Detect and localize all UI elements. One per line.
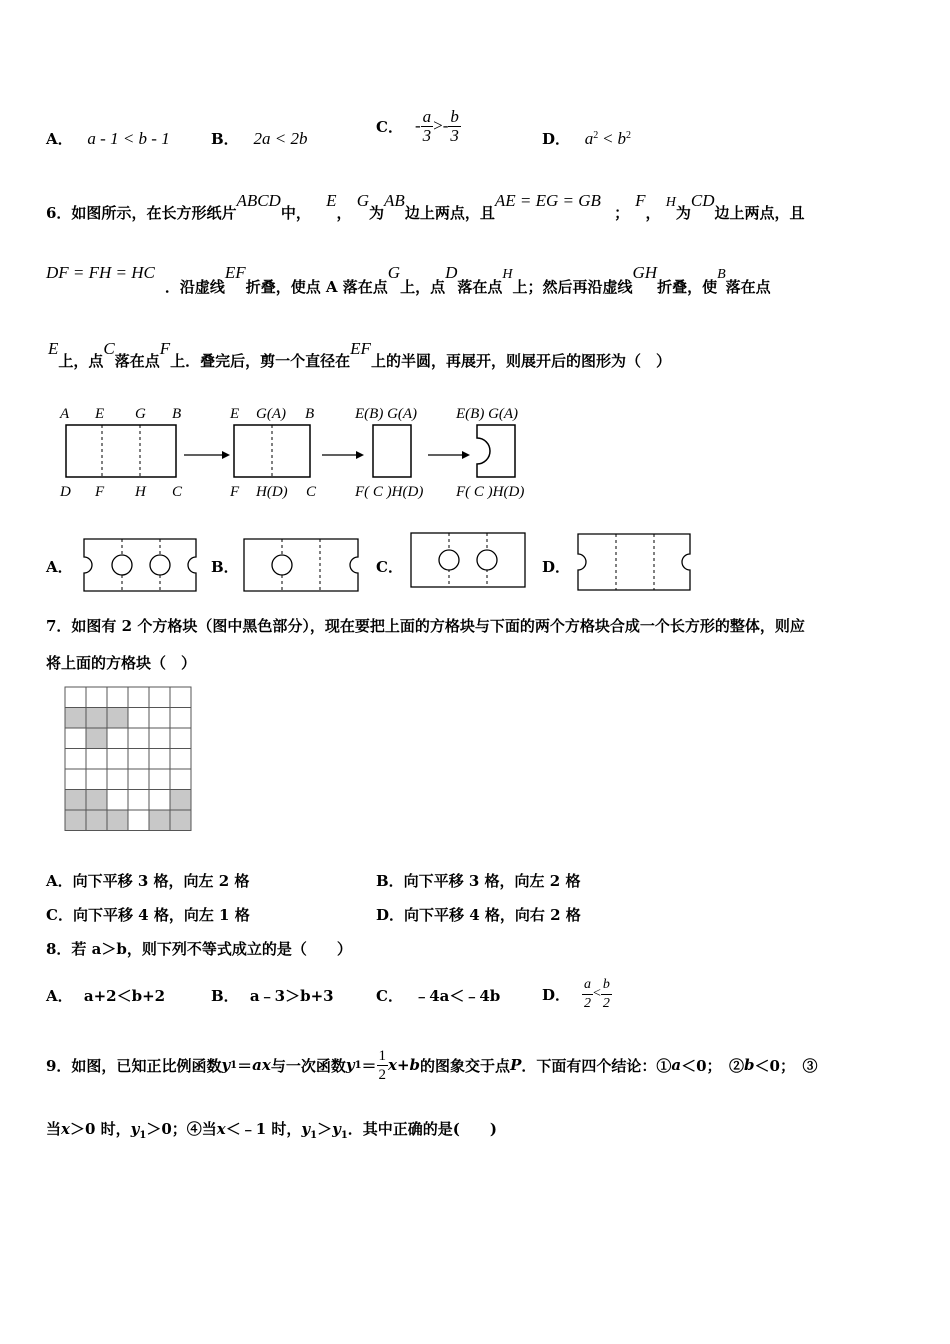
label-d: D	[60, 484, 71, 500]
grid-cell	[149, 790, 170, 811]
q6-option-c-label[interactable]: C．	[376, 558, 403, 576]
label-eb-ga: E(B) G(A)	[355, 406, 418, 422]
less-than-sign: <	[603, 129, 613, 148]
base-b: b	[617, 129, 626, 148]
rectangle-abcd	[66, 425, 176, 477]
grid-cell	[170, 769, 191, 790]
grid-cell	[65, 728, 86, 749]
option-label: B．	[211, 130, 239, 148]
less-than-sign: <	[593, 986, 601, 1001]
arrow-2-head	[356, 451, 364, 459]
label-c: C	[306, 484, 317, 500]
q5-option-c[interactable]	[376, 104, 461, 148]
grid-cell	[128, 769, 149, 790]
grid-cell	[128, 810, 149, 831]
option-text: ﹣4a＜﹣4b	[414, 987, 501, 1005]
folding-diagram	[50, 398, 560, 508]
q6-line-2: DF = FH = HC．沿虚线EF折叠，使点 A 落在点G上，点D落在点H上；然后再沿虚线GH折叠，使B落在点	[46, 263, 771, 296]
minus-sign: -	[414, 116, 421, 135]
grid-cell	[149, 749, 170, 770]
q9-stem-line-2: 当x＞0 时，$y_1>0$；④当x＜﹣1 时，$y_1>y_1$．其中正确的是( )	[46, 1120, 497, 1141]
grid-cell	[107, 769, 128, 790]
q7-stem-line-2: 将上面的方格块（ ）	[46, 654, 197, 672]
folded-rectangle-2	[373, 425, 411, 477]
grid-cell	[149, 769, 170, 790]
fraction-b-over-2: $\frac{b}{2}$	[602, 976, 610, 1011]
fraction-a-over-3: $\frac{a}{3}$	[422, 106, 432, 145]
q9-stem-line-1: 9．如图，已知正比例函数 y 1 ＝ ax 与一次函数 y 1 ＝ $\frac{1}{2}$ x+b 的图象交于点 P ．下面有四个结论：① a ＜0； ② b ＜0； ③	[46, 1047, 818, 1083]
grid-cell-shaded	[149, 810, 170, 831]
q7-option-b[interactable]: B．向下平移 3 格，向左 2 格	[376, 872, 581, 890]
option-label: A．	[46, 987, 73, 1005]
label-eb-ga: E(B) G(A)	[456, 406, 519, 422]
q6-option-c-figure[interactable]	[408, 530, 528, 590]
label-c: C	[172, 484, 183, 500]
label-f: F	[95, 484, 105, 500]
q8-option-c[interactable]	[376, 985, 500, 1006]
q8-option-d[interactable]	[542, 972, 612, 1016]
grid-cell	[107, 687, 128, 708]
arrow-1-head	[222, 451, 230, 459]
label-e: E	[230, 406, 240, 422]
grid-cell	[149, 687, 170, 708]
base-a: a	[584, 129, 594, 148]
grid-cell	[86, 769, 107, 790]
grid-cell	[128, 687, 149, 708]
option-label: C．	[376, 117, 403, 136]
q8-option-b[interactable]	[211, 985, 334, 1006]
grid-cell	[65, 687, 86, 708]
grid-cell	[128, 728, 149, 749]
option-label: C．	[376, 987, 403, 1005]
cut-semicircle-shape	[477, 425, 515, 477]
grid-cell	[170, 708, 191, 729]
grid-cell	[128, 749, 149, 770]
q5-option-a[interactable]	[46, 128, 170, 149]
q7-option-c[interactable]: C．向下平移 4 格，向左 1 格	[46, 906, 250, 924]
option-text: a﹣3＞b+3	[249, 987, 334, 1005]
option-text: a+2＜b+2	[83, 987, 166, 1005]
grid-cell	[86, 687, 107, 708]
grid-cell	[65, 769, 86, 790]
q6-option-d-label[interactable]: D．	[542, 558, 571, 576]
q7-option-d[interactable]: D．向下平移 4 格，向右 2 格	[376, 906, 581, 924]
grid-cell	[107, 790, 128, 811]
grid-cell	[107, 749, 128, 770]
q5-option-b[interactable]	[211, 128, 307, 149]
option-label: B．	[211, 987, 239, 1005]
grid-cell	[170, 687, 191, 708]
grid-cell-shaded	[65, 790, 86, 811]
label-b: B	[305, 406, 315, 422]
q6-option-b-figure[interactable]	[240, 535, 364, 595]
option-label: D．	[542, 985, 571, 1004]
label-b: B	[172, 406, 182, 422]
grid-figure	[62, 684, 194, 834]
label-a: A	[60, 406, 70, 422]
grid-cell	[170, 728, 191, 749]
grid-cell-shaded	[107, 810, 128, 831]
label-fc-hd: F( C )H(D)	[355, 484, 424, 500]
arrow-3-head	[462, 451, 470, 459]
option-expression: a - 1 < b - 1	[87, 129, 170, 148]
option-label: D．	[542, 130, 571, 148]
minus-sign: -	[442, 116, 449, 135]
grid-cell-shaded	[86, 728, 107, 749]
grid-cell	[128, 708, 149, 729]
label-h: H	[135, 484, 146, 500]
label-g: G	[135, 406, 146, 422]
greater-than-sign: >	[433, 116, 443, 135]
q6-line-1: 6．如图所示，在长方形纸片ABCD中， E， G为AB边上两点，且AE = EG = GB ；F， H为CD边上两点，且	[46, 191, 805, 222]
q6-option-a-figure[interactable]	[78, 535, 202, 595]
grid-cell-shaded	[86, 810, 107, 831]
q6-line-3: E上，点C落在点F上．叠完后，剪一个直径在EF上的半圆，再展开，则展开后的图形为（ ）	[48, 339, 671, 370]
grid-cell	[86, 749, 107, 770]
q6-option-b-label[interactable]: B．	[211, 558, 239, 576]
fraction-a-over-2: $\frac{a}{2}$	[584, 976, 592, 1011]
q7-option-a[interactable]: A．向下平移 3 格，向左 2 格	[46, 872, 250, 890]
label-f: F	[230, 484, 240, 500]
grid-cell	[149, 708, 170, 729]
option-label: A．	[46, 130, 73, 148]
q6-option-d-figure[interactable]	[574, 530, 698, 594]
grid-cell-shaded	[65, 708, 86, 729]
grid-cell-shaded	[170, 810, 191, 831]
label-e: E	[95, 406, 105, 422]
q7-stem-line-1: 7．如图有 2 个方格块（图中黑色部分），现在要把上面的方格块与下面的两个方格块合成一个长方形的整体，则应	[46, 617, 805, 635]
grid-cell	[128, 790, 149, 811]
grid-cell-shaded	[170, 790, 191, 811]
q8-option-a[interactable]	[46, 985, 165, 1006]
exponent: 2	[593, 130, 599, 141]
label-fc-hd: F( C )H(D)	[456, 484, 525, 500]
fraction-one-half: $\frac{1}{2}$	[378, 1047, 387, 1083]
q6-option-a-label[interactable]: A．	[46, 558, 73, 576]
q8-stem: 8．若 a＞b，则下列不等式成立的是（ ）	[46, 940, 352, 958]
q5-option-d[interactable]	[542, 128, 631, 149]
grid-cell	[107, 728, 128, 749]
grid-cell	[170, 749, 191, 770]
grid-cell-shaded	[65, 810, 86, 831]
grid-cell-shaded	[86, 708, 107, 729]
fraction-b-over-3: $\frac{b}{3}$	[450, 106, 459, 145]
label-h-d: H(D)	[256, 484, 288, 500]
exponent: 2	[625, 130, 631, 141]
grid-cell-shaded	[86, 790, 107, 811]
grid-cell	[149, 728, 170, 749]
label-g-a: G(A)	[256, 406, 286, 422]
grid-cell-shaded	[107, 708, 128, 729]
grid-cell	[65, 749, 86, 770]
option-expression: 2a < 2b	[253, 129, 308, 148]
